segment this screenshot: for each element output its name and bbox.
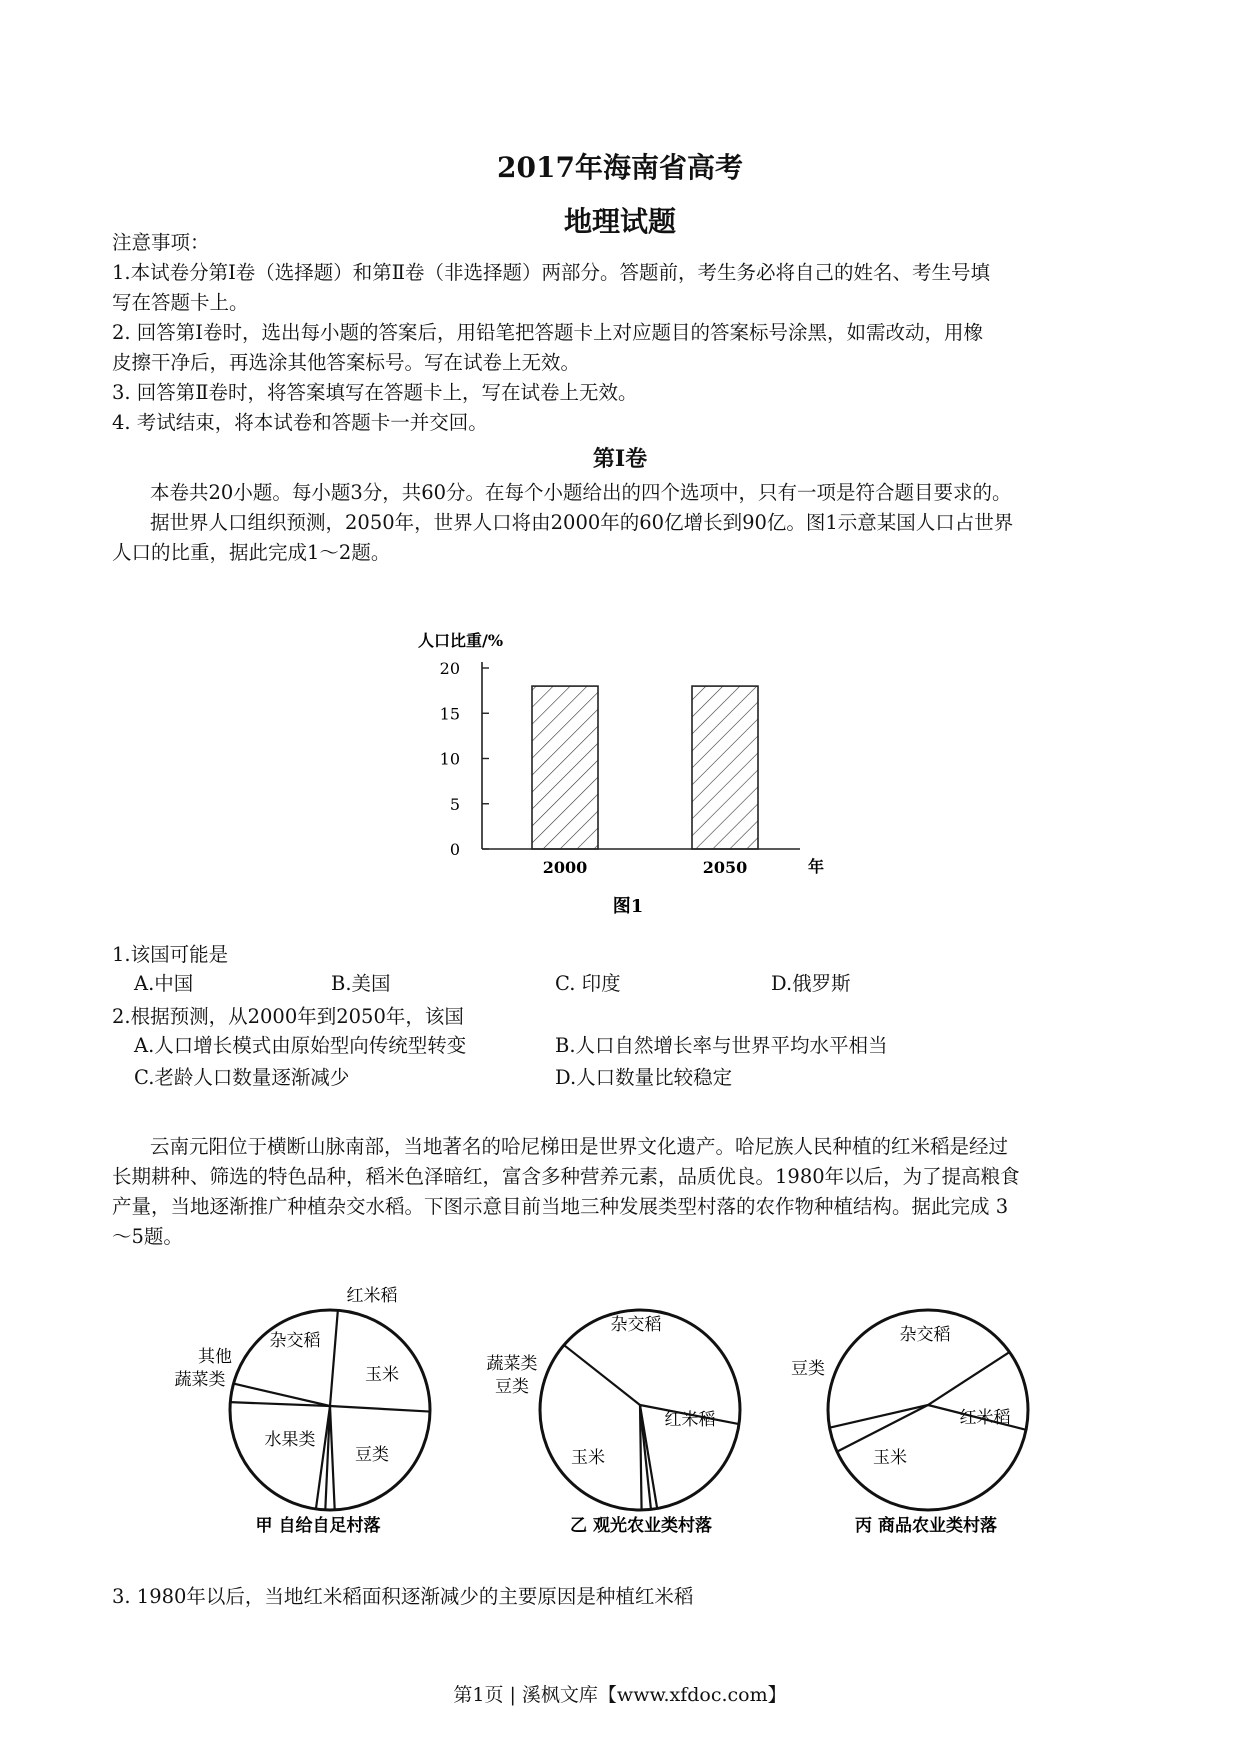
x-tick-label: 2000 [542,858,588,877]
pie-chart-2 [487,1310,741,1536]
notice-item-1-line-2: 写在答题卡上。 [112,291,249,314]
pie-label-豆类: 豆类 [355,1445,389,1465]
q2-option-c: C.老龄人口数量逐渐减少 [134,1066,350,1089]
pie-label-蔬菜类: 蔬菜类 [486,1354,538,1374]
pie-label-豆类: 豆类 [495,1377,529,1397]
y-tick-label: 20 [439,659,460,678]
q3-stem: 3. 1980年以后，当地红米稻面积逐渐减少的主要原因是种植红米稻 [112,1585,694,1608]
pie-label-玉米: 玉米 [365,1365,399,1385]
pie-label-水果类: 水果类 [264,1430,316,1450]
notice-item-2-line-2: 皮擦干净后，再选涂其他答案标号。写在试卷上无效。 [112,351,581,374]
q2-option-a: A.人口增长模式由原始型向传统型转变 [134,1034,467,1057]
pie-slice-蔬菜类 [330,1406,335,1510]
x-axis-label: 年 [808,857,825,876]
passage-1-line-1: 据世界人口组织预测，2050年，世界人口将由2000年的60亿增长到90亿。图1示意某国人口占世界 [150,511,1014,534]
pie-label-豆类: 豆类 [791,1359,825,1379]
pie-label-杂交稻: 杂交稻 [610,1315,662,1335]
pie-label-杂交稻: 杂交稻 [269,1331,321,1351]
q1-option-c: C. 印度 [555,972,621,995]
q2-option-d: D.人口数量比较稳定 [555,1066,733,1089]
pie-slice-豆类 [837,1405,928,1452]
y-tick-label: 0 [449,840,460,859]
notice-item-2-line-1: 2. 回答第Ⅰ卷时，选出每小题的答案后，用铅笔把答题卡上对应题目的答案标号涂黑，如需改动，用橡 [112,321,984,344]
pie-slice-红米稻 [928,1352,1010,1405]
y-axis-label: 人口比重/% [418,631,504,650]
pie-label-红米稻: 红米稻 [346,1286,398,1306]
section-intro: 本卷共20小题。每小题3分，共60分。在每个小题给出的四个选项中，只有一项是符合题目要求的。 [150,481,1012,504]
passage-1-line-2: 人口的比重，据此完成1～2题。 [112,541,391,564]
pie-label-红米稻: 红米稻 [664,1410,716,1430]
pie-label-杂交稻: 杂交稻 [899,1325,951,1345]
pie-label-其他: 其他 [198,1347,232,1367]
pie-chart-1 [175,1286,431,1536]
pie-slice-水果类 [330,1406,430,1412]
page-footer: 第1页 | 溪枫文库【www.xfdoc.com】 [453,1684,787,1706]
pie-slice-豆类 [330,1310,338,1406]
pie-caption: 乙 观光农业类村落 [570,1516,712,1536]
passage-2-line-1: 云南元阳位于横断山脉南部，当地著名的哈尼梯田是世界文化遗产。哈尼族人民种植的红米稻是经过 [150,1135,1009,1158]
pie-label-蔬菜类: 蔬菜类 [174,1370,226,1390]
y-tick-label: 15 [439,704,460,724]
x-tick-label: 2050 [702,858,748,877]
q1-stem: 1.该国可能是 [112,943,229,966]
pie-slice-杂交稻 [640,1405,642,1510]
notice-item-1-line-1: 1.本试卷分第Ⅰ卷（选择题）和第Ⅱ卷（非选择题）两部分。答题前，考生务必将自己的姓名、考生号填 [112,261,991,284]
notice-item-4: 4. 考试结束，将本试卷和答题卡一并交回。 [112,411,488,434]
page-subtitle: 地理试题 [563,205,676,238]
pie-caption: 丙 商品农业类村落 [855,1516,997,1536]
q1-option-d: D.俄罗斯 [771,972,851,995]
y-tick-label: 10 [439,749,460,769]
figure-caption: 图1 [612,896,644,917]
q1-option-b: B.美国 [331,972,391,995]
notice-item-3: 3. 回答第Ⅱ卷时，将答案填写在答题卡上，写在试卷上无效。 [112,381,638,404]
passage-2-line-3: 产量，当地逐渐推广种植杂交水稻。下图示意目前当地三种发展类型村落的农作物种植结构。据此完成 3 [112,1195,1009,1218]
notice-heading: 注意事项： [112,231,210,254]
q1-option-a: A.中国 [134,972,194,995]
passage-2-line-2: 长期耕种、筛选的特色品种，稻米色泽暗红，富含多种营养元素，品质优良。1980年以后，为了提高粮食 [112,1165,1020,1188]
section-title: 第Ⅰ卷 [592,446,648,472]
q2-stem: 2.根据预测，从2000年到2050年，该国 [112,1005,464,1028]
pie-slice-杂交稻 [830,1405,928,1428]
pie-slice-红米稻 [564,1345,640,1405]
pie-label-玉米: 玉米 [873,1448,907,1468]
pie-label-红米稻: 红米稻 [959,1408,1011,1428]
passage-2-line-4: ～5题。 [112,1225,183,1248]
pie-caption: 甲 自给自足村落 [255,1516,381,1536]
page-title: 2017年海南省高考 [497,151,743,184]
q2-option-b: B.人口自然增长率与世界平均水平相当 [555,1034,888,1057]
pie-label-玉米: 玉米 [571,1448,605,1468]
y-tick-label: 5 [449,794,460,814]
pie-chart-3 [791,1310,1028,1536]
